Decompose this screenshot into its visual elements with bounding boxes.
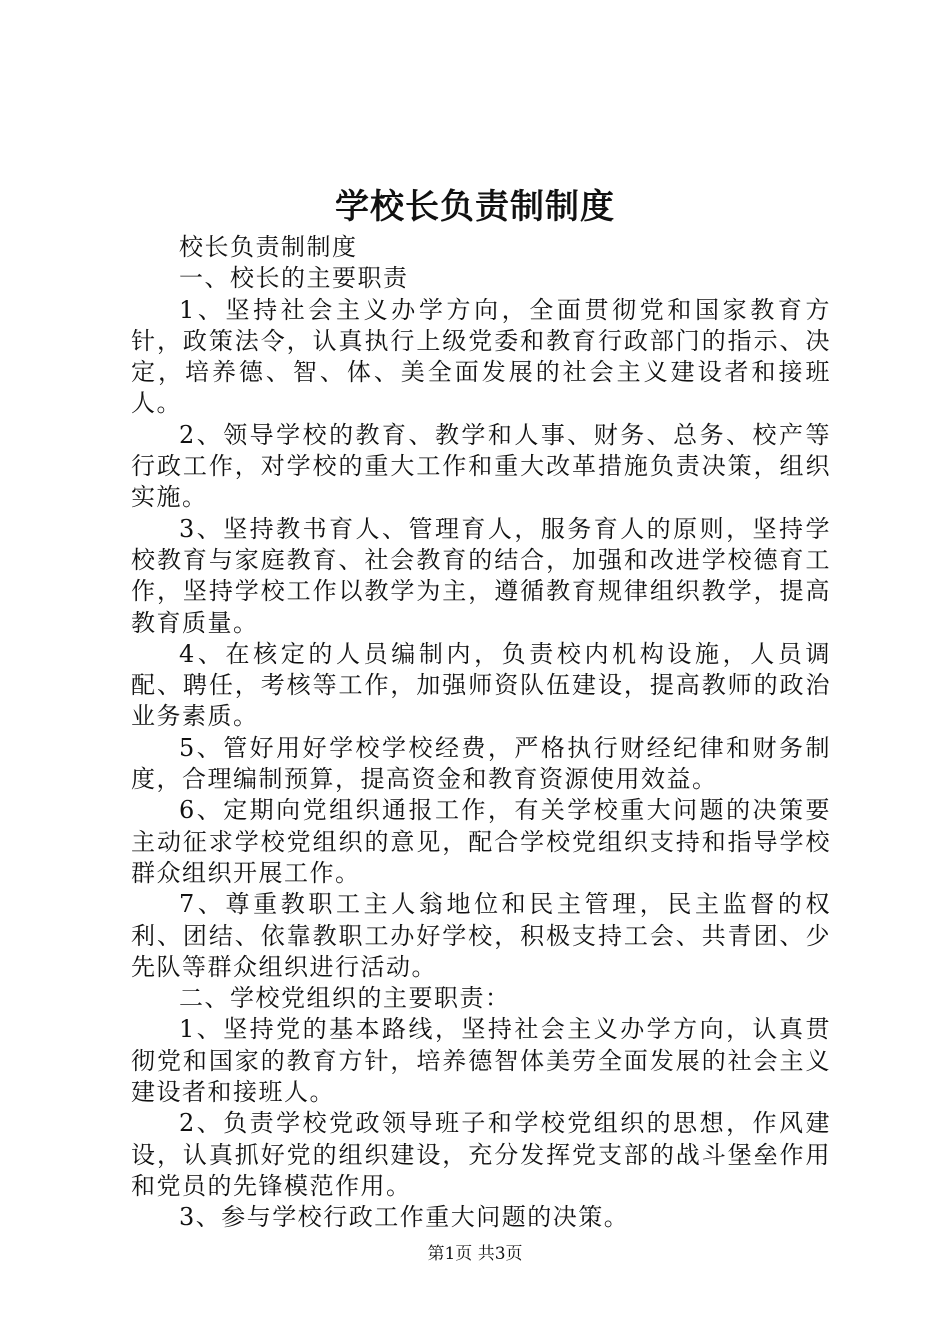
paragraph-principal-duty-3: 3、坚持教书育人、管理育人，服务育人的原则，坚持学校教育与家庭教育、社会教育的结合，加强和改进学校德育工作，坚持学校工作以教学为主，遵循教育规律组织教学，提高教育质量。: [131, 514, 831, 637]
paragraph-party-duty-3: 3、参与学校行政工作重大问题的决策。: [179, 1203, 630, 1232]
document-body: [131, 232, 831, 1234]
page-footer: 第1页 共3页: [427, 1244, 523, 1264]
paragraph-principal-duty-7: 7、尊重教职工主人翁地位和民主管理，民主监督的权利、团结、依靠教职工办好学校，积极支持工会、共青团、少先队等群众组织进行活动。: [131, 890, 831, 981]
section-heading-party-duties: 二、学校党组织的主要职责：: [179, 984, 511, 1013]
paragraph-principal-duty-6: 6、定期向党组织通报工作，有关学校重大问题的决策要主动征求学校党组织的意见，配合学校党组织支持和指导学校群众组织开展工作。: [131, 796, 831, 887]
paragraph-principal-duty-4: 4、在核定的人员编制内，负责校内机构设施，人员调配、聘任，考核等工作，加强师资队伍建设，提高教师的政治业务素质。: [131, 639, 831, 731]
paragraph-principal-duty-5: 5、管好用好学校学校经费，严格执行财经纪律和财务制度，合理编制预算，提高资金和教育资源使用效益。: [131, 733, 831, 794]
paragraph-subtitle: 校长负责制制度: [179, 233, 358, 261]
paragraph-principal-duty-1: 1、坚持社会主义办学方向，全面贯彻党和国家教育方针，政策法令，认真执行上级党委和教育行政部门的指示、决定，培养德、智、体、美全面发展的社会主义建设者和接班人。: [131, 295, 831, 418]
paragraph-principal-duty-2: 2、领导学校的教育、教学和人事、财务、总务、校产等行政工作，对学校的重大工作和重大改革措施负责决策，组织实施。: [131, 420, 831, 512]
paragraph-party-duty-1: 1、坚持党的基本路线，坚持社会主义办学方向，认真贯彻党和国家的教育方针，培养德智体美劳全面发展的社会主义建设者和接班人。: [131, 1015, 831, 1107]
section-heading-principal-duties: 一、校长的主要职责: [179, 264, 409, 293]
document-title: 学校长负责制制度: [335, 187, 615, 227]
paragraph-party-duty-2: 2、负责学校党政领导班子和学校党组织的思想，作风建设，认真抓好党的组织建设，充分发挥党支部的战斗堡垒作用和党员的先锋模范作用。: [131, 1109, 831, 1200]
